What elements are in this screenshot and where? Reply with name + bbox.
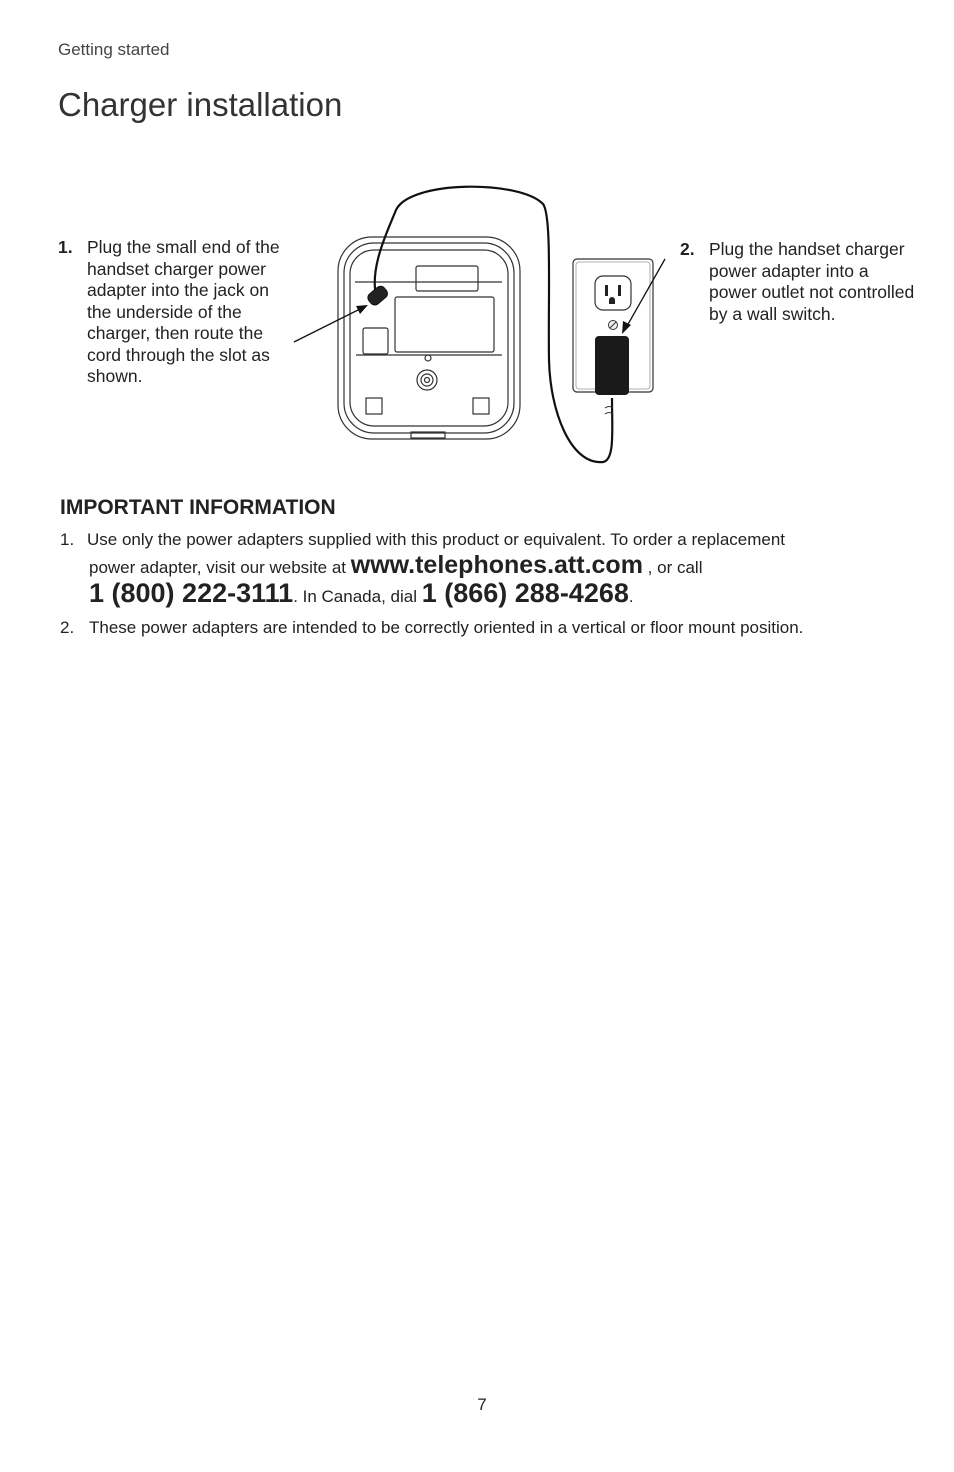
important-item-1-number: 1. xyxy=(60,530,75,549)
important-item-1-line2 xyxy=(89,551,702,580)
important-item-1 xyxy=(60,530,785,550)
phone-canada: 1 (866) 288-4268 xyxy=(421,578,629,608)
website-link[interactable]: www.telephones.att.com xyxy=(350,551,643,579)
important-item-2-number: 2. xyxy=(60,618,75,637)
charger-plug xyxy=(366,284,390,307)
step-2-number: 2. xyxy=(680,239,695,259)
phone-us: 1 (800) 222-3111 xyxy=(89,578,294,608)
page-number: 7 xyxy=(477,1395,487,1414)
important-item-1-line2-prefix: power adapter, visit our website at xyxy=(89,558,351,577)
step-2-text: Plug the handset charger power adapter into a power outlet not controlled by a wall switch. xyxy=(709,239,915,324)
step-1-number: 1. xyxy=(58,237,73,257)
callout-arrow-1 xyxy=(294,305,368,342)
charger-installation-illustration xyxy=(290,180,680,470)
step-2 xyxy=(680,239,920,325)
important-item-2-text: These power adapters are intended to be correctly oriented in a vertical or floor mount position. xyxy=(89,618,804,637)
important-information xyxy=(60,496,920,520)
page-title: Charger installation xyxy=(58,86,343,123)
step-1 xyxy=(58,237,298,388)
important-heading: IMPORTANT INFORMATION xyxy=(60,496,336,519)
important-item-2 xyxy=(60,618,803,638)
important-item-1-line2-suffix: , or call xyxy=(647,558,703,577)
canada-text: . In Canada, dial xyxy=(293,587,422,606)
step-1-text: Plug the small end of the handset charger power adapter into the jack on the underside of the charger, then route the cord through the slot as shown. xyxy=(87,237,280,386)
important-item-1-end: . xyxy=(628,587,634,606)
important-item-1-line3 xyxy=(89,578,634,609)
important-item-1-line1: Use only the power adapters supplied with this product or equivalent. To order a replacement xyxy=(87,530,786,549)
section-label: Getting started xyxy=(58,40,170,59)
power-adapter xyxy=(595,336,629,395)
charger-base xyxy=(338,237,520,439)
